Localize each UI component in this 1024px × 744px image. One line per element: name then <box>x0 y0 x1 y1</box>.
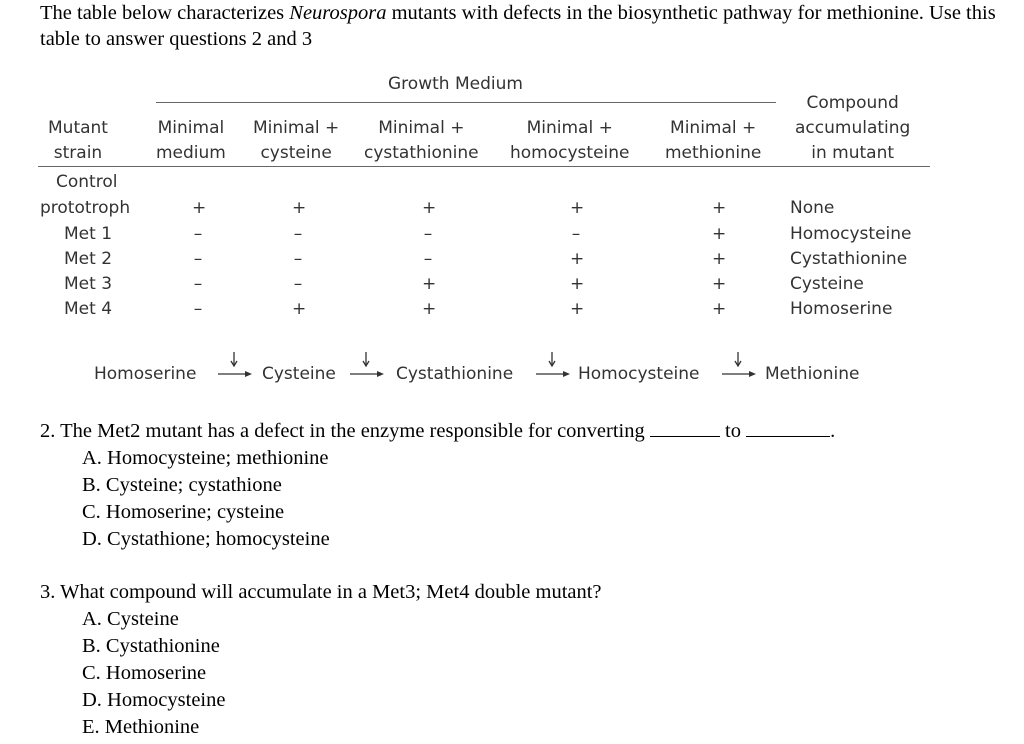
growth-cell-minimal: – <box>193 224 203 244</box>
pathway-cysteine: Cysteine <box>262 364 336 384</box>
growth-cell-cys: – <box>293 274 303 294</box>
growth-cell-cysta: + <box>422 274 437 294</box>
growth-cell-cys: + <box>292 198 307 218</box>
row-strain: prototroph <box>40 198 131 218</box>
arrow-1-icon <box>216 352 252 386</box>
arrow-4-icon <box>720 352 756 386</box>
q3-option-b: B. Cystathionine <box>82 635 220 657</box>
growth-cell-cys: – <box>293 224 303 244</box>
arrow-2-icon <box>348 352 384 386</box>
question-3 <box>40 579 1000 741</box>
mutant-table <box>38 72 930 322</box>
row-compound: Cysteine <box>790 274 864 294</box>
growth-cell-cysta: – <box>423 224 433 244</box>
col-minimal-header: Minimal medium <box>156 118 226 163</box>
col-cystathionine-header: Minimal + cystathionine <box>364 118 479 163</box>
pathway-homocysteine: Homocysteine <box>578 364 700 384</box>
pathway-methionine: Methionine <box>765 364 860 384</box>
q2-option-a: A. Homocysteine; methionine <box>82 447 329 469</box>
row-strain: Met 3 <box>64 274 113 294</box>
intro-text <box>40 0 1000 52</box>
question-2-stem: 2. The Met2 mutant has a defect in the enzyme responsible for converting to . <box>40 420 836 442</box>
growth-cell-cysta: + <box>422 299 437 319</box>
growth-cell-cysta: + <box>422 198 437 218</box>
answer-blank-1 <box>650 418 720 437</box>
row-compound: Cystathionine <box>790 249 908 269</box>
col-compound-header: Compound accumulating in mutant <box>795 93 911 163</box>
col-homocysteine-header: Minimal + homocysteine <box>510 118 630 163</box>
growth-cell-cysta: – <box>423 249 433 269</box>
growth-cell-met: + <box>712 224 727 244</box>
growth-medium-header: Growth Medium <box>388 74 523 94</box>
growth-cell-homocys: + <box>570 299 585 319</box>
growth-cell-cys: – <box>293 249 303 269</box>
row-strain: Met 2 <box>64 249 113 269</box>
q2-option-c: C. Homoserine; cysteine <box>82 501 285 523</box>
growth-cell-minimal: – <box>193 299 203 319</box>
q2-option-b: B. Cysteine; cystathione <box>82 474 282 496</box>
growth-cell-homocys: + <box>570 274 585 294</box>
control-label: Control <box>56 172 118 192</box>
q2-option-d: D. Cystathione; homocysteine <box>82 528 330 550</box>
question-3-stem: 3. What compound will accumulate in a Met3; Met4 double mutant? <box>40 581 602 603</box>
row-strain: Met 1 <box>64 224 113 244</box>
q3-option-e: E. Methionine <box>82 716 200 738</box>
row-strain: Met 4 <box>64 299 113 319</box>
growth-cell-cys: + <box>292 299 307 319</box>
pathway-cystathionine: Cystathionine <box>396 364 514 384</box>
intro-before: The table below characterizes <box>40 2 290 24</box>
col-mutant-header: Mutant strain <box>48 118 108 163</box>
growth-cell-met: + <box>712 198 727 218</box>
col-methionine-header: Minimal + methionine <box>665 118 762 163</box>
growth-cell-met: + <box>712 299 727 319</box>
col-cysteine-header: Minimal + cysteine <box>253 118 340 163</box>
row-compound: Homocysteine <box>790 224 912 244</box>
growth-cell-homocys: + <box>570 249 585 269</box>
q3-option-a: A. Cysteine <box>82 608 179 630</box>
growth-cell-met: + <box>712 274 727 294</box>
answer-blank-2 <box>746 418 830 437</box>
header-rule <box>38 166 930 167</box>
pathway-diagram <box>94 352 894 392</box>
row-compound: None <box>790 198 835 218</box>
growth-cell-homocys: + <box>570 198 585 218</box>
q3-option-d: D. Homocysteine <box>82 689 226 711</box>
arrow-3-icon <box>534 352 570 386</box>
growth-cell-homocys: – <box>571 224 581 244</box>
pathway-homoserine: Homoserine <box>94 364 197 384</box>
growth-medium-rule <box>156 102 776 103</box>
row-compound: Homoserine <box>790 299 893 319</box>
growth-cell-minimal: – <box>193 274 203 294</box>
intro-after: mutants with defects in the biosynthetic pathway for methionine. Use this table to answer questions 2 and 3 <box>40 2 996 50</box>
growth-cell-met: + <box>712 249 727 269</box>
growth-cell-minimal: + <box>192 198 207 218</box>
question-2 <box>40 418 1000 553</box>
q3-option-c: C. Homoserine <box>82 662 207 684</box>
to-word: to <box>725 420 741 442</box>
growth-cell-minimal: – <box>193 249 203 269</box>
intro-organism: Neurospora <box>289 2 387 24</box>
